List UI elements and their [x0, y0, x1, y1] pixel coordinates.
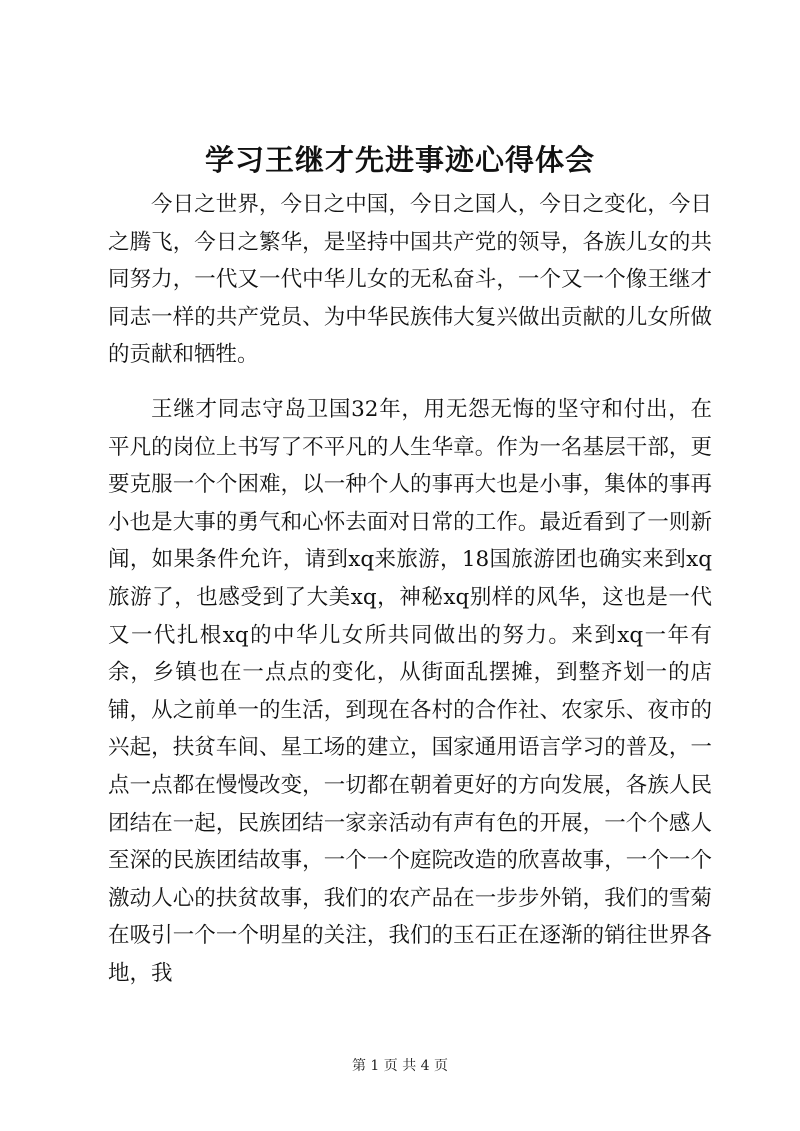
page-footer: 第 1 页 共 4 页: [351, 1058, 449, 1074]
document-title: 学习王继才先进事迹心得体会: [204, 143, 595, 177]
paragraph-2: 王继才同志守岛卫国32年，用无怨无悔的坚守和付出，在平凡的岗位上书写了不平凡的人生华章。作为一名基层干部，更要克服一个个困难，以一种个人的事再大也是小事，集体的事再小也是大事的勇气和心怀去面对日常的工作。最近看到了一则新闻，如果条件允许，请到xq来旅游，18国旅游团也确实来到xq旅游了，也感受到了大美xq，神秘xq别样的风华，这也是一代又一代扎根xq的中华儿女所共同做出的努力。来到xq一年有余，乡镇也在一点点的变化，从街面乱摆摊，到整齐划一的店铺，从之前单一的生活，到现在各村的合作社、农家乐、夜市的兴起，扶贫车间、星工场的建立，国家通用语言学习的普及，一点一点都在慢慢改变，一切都在朝着更好的方向发展，各族人民团结在一起，民族团结一家亲活动有声有色的开展，一个个感人至深的民族团结故事，一个一个庭院改造的欣喜故事，一个一个激动人心的扶贫故事，我们的农产品在一步步外销，我们的雪菊在吸引一个一个明星的关注，我们的玉石正在逐渐的销往世界各地，我: [108, 397, 712, 986]
paragraph-1: 今日之世界，今日之中国，今日之国人，今日之变化，今日之腾飞，今日之繁华，是坚持中国共产党的领导，各族儿女的共同努力，一代又一代中华儿女的无私奋斗，一个又一个像王继才同志一样的共产党员、为中华民族伟大复兴做出贡献的儿女所做的贡献和牺牲。: [108, 192, 712, 368]
